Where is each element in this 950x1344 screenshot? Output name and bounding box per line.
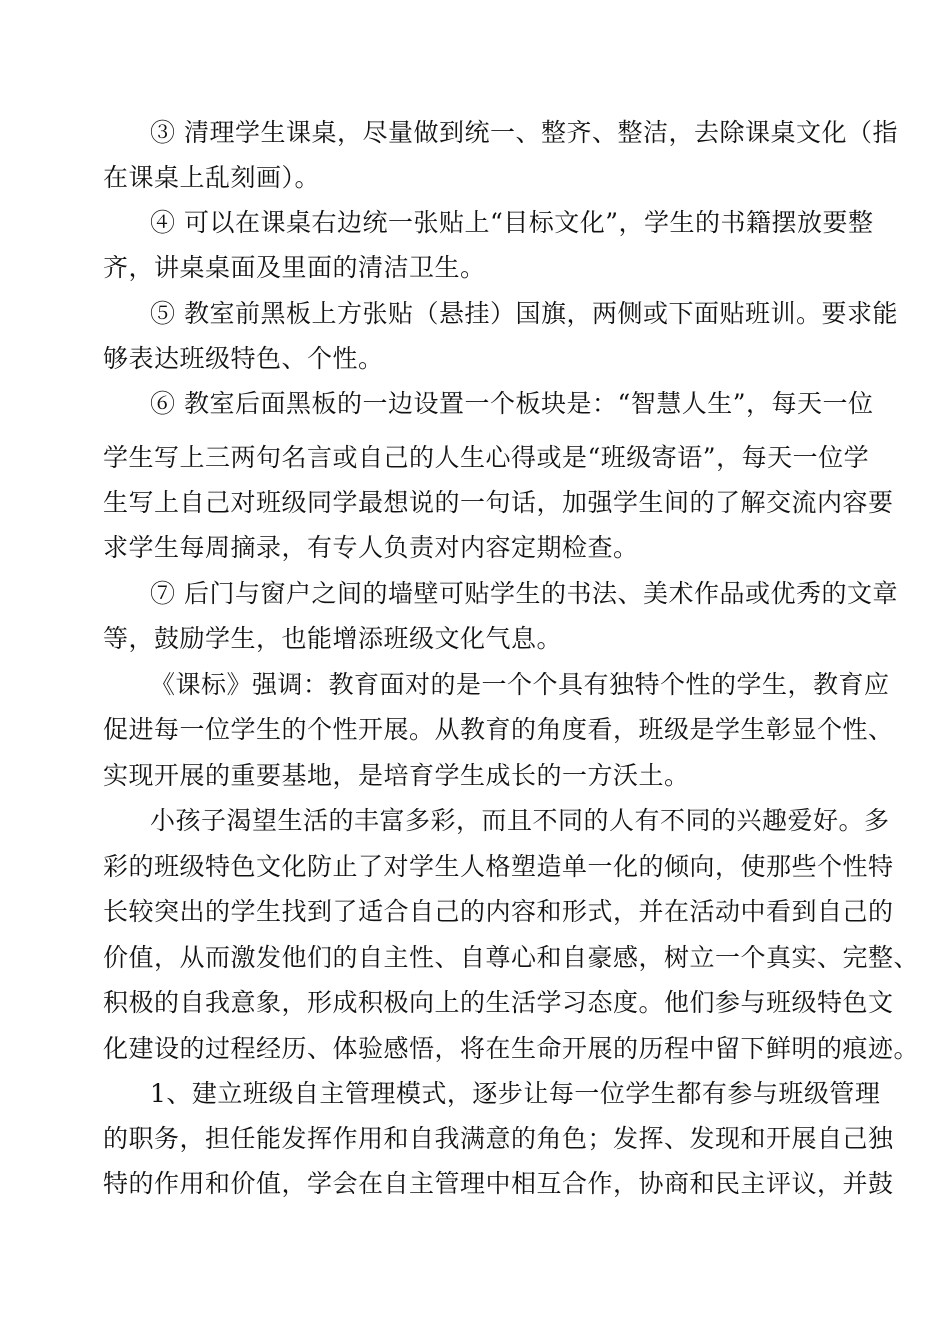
text-line: 够表达班级特色、个性。 bbox=[103, 344, 384, 373]
text-line: 积极的自我意象，形成积极向上的生活学习态度。他们参与班级特色文 bbox=[103, 988, 894, 1017]
text-line: 学生写上三两句名言或自己的人生心得或是“班级寄语”，每天一位学 bbox=[103, 443, 870, 472]
text-line: 彩的班级特色文化防止了对学生人格塑造单一化的倾向，使那些个性特 bbox=[103, 852, 894, 881]
text-line: ③ 清理学生课桌，尽量做到统一、整齐、整洁，去除课桌文化（指 bbox=[150, 118, 898, 147]
text-line: ④ 可以在课桌右边统一张贴上“目标文化”，学生的书籍摆放要整 bbox=[150, 208, 874, 237]
text-line: 等，鼓励学生，也能增添班级文化气息。 bbox=[103, 624, 563, 653]
text-line: 生写上自己对班级同学最想说的一句话，加强学生间的了解交流内容要 bbox=[103, 488, 894, 517]
text-line: 小孩子渴望生活的丰富多彩，而且不同的人有不同的兴趣爱好。多 bbox=[150, 806, 890, 835]
text-line: 价值，从而激发他们的自主性、自尊心和自豪感，树立一个真实、完整、 bbox=[103, 943, 920, 972]
text-line: 长较突出的学生找到了适合自己的内容和形式，并在活动中看到自己的 bbox=[103, 897, 894, 926]
text-line: 齐，讲桌桌面及里面的清洁卫生。 bbox=[103, 253, 486, 282]
text-line: 求学生每周摘录，有专人负责对内容定期检查。 bbox=[103, 533, 639, 562]
text-line: ⑤ 教室前黑板上方张贴（悬挂）国旗，两侧或下面贴班训。要求能 bbox=[150, 299, 898, 328]
text-line: 化建设的过程经历、体验感悟，将在生命开展的历程中留下鲜明的痕迹。 bbox=[103, 1034, 920, 1063]
text-line: 在课桌上乱刻画）。 bbox=[103, 163, 321, 192]
text-line: ⑥ 教室后面黑板的一边设置一个板块是：“智慧人生”，每天一位 bbox=[150, 389, 874, 418]
text-line: 实现开展的重要基地，是培育学生成长的一方沃土。 bbox=[103, 761, 690, 790]
text-line: 特的作用和价值，学会在自主管理中相互合作，协商和民主评议，并鼓 bbox=[103, 1169, 894, 1198]
text-line: ⑦ 后门与窗户之间的墙壁可贴学生的书法、美术作品或优秀的文章 bbox=[150, 579, 898, 608]
text-line: 的职务，担任能发挥作用和自我满意的角色；发挥、发现和开展自己独 bbox=[103, 1124, 894, 1153]
text-line: 促进每一位学生的个性开展。从教育的角度看，班级是学生彰显个性、 bbox=[103, 715, 894, 744]
text-line: 1、建立班级自主管理模式，逐步让每一位学生都有参与班级管理 bbox=[150, 1079, 881, 1108]
text-line: 《课标》强调：教育面对的是一个个具有独特个性的学生，教育应 bbox=[150, 670, 890, 699]
